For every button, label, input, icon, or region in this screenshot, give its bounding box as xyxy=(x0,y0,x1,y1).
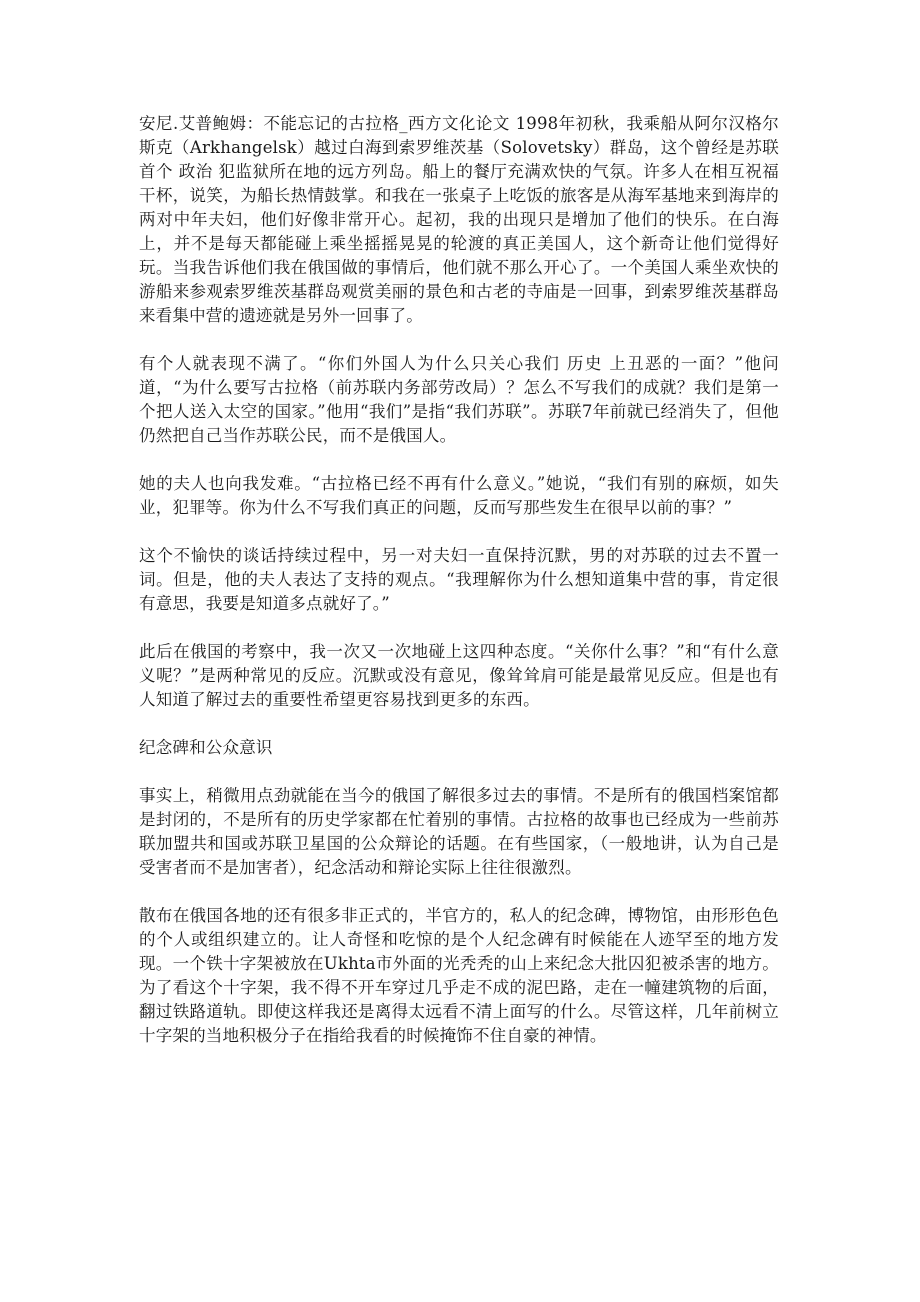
paragraph-archives: 事实上，稍微用点劲就能在当今的俄国了解很多过去的事情。不是所有的俄国档案馆都是封闭的，不是所有的历史学家都在忙着别的事情。古拉格的故事也已经成为一些前苏联加盟共和国或苏联卫星国的公众辩论的话题。在有些国家，（一般地讲，认为自己是受害者而不是加害者），纪念活动和辩论实际上往往很激烈。 xyxy=(139,786,779,877)
paragraph-wife: 她的夫人也向我发难。“古拉格已经不再有什么意义。”她说，“我们有别的麻烦，如失业，犯罪等。你为什么不写我们真正的问题，反而写那些发生在很早以前的事？” xyxy=(139,474,779,517)
section-heading: 纪念碑和公众意识 xyxy=(139,738,273,757)
document-body xyxy=(139,112,779,1072)
paragraph-memorials: 散布在俄国各地的还有很多非正式的，半官方的，私人的纪念碑，博物馆，由形形色色的个人或组织建立的。让人奇怪和吃惊的是个人纪念碑有时候能在人迹罕至的地方发现。一个铁十字架被放在Ukhta市外面的光秃秃的山上来纪念大批囚犯被杀害的地方。为了看这个十字架，我不得不开车穿过几乎走不成的泥巴路，走在一幢建筑物的后面，翻过铁路道轨。即使这样我还是离得太远看不清上面写的什么。尽管这样，几年前树立十字架的当地积极分子在指给我看的时候掩饰不住自豪的神情。 xyxy=(139,906,779,1045)
paragraph-four-attitudes: 此后在俄国的考察中，我一次又一次地碰上这四种态度。“关你什么事？”和“有什么意义呢？”是两种常见的反应。沉默或没有意见，像耸耸肩可能是最常见反应。但是也有人知道了解过去的重要性希望更容易找到更多的东西。 xyxy=(139,642,779,709)
paragraph-intro: 安尼.艾普鲍姆：不能忘记的古拉格_西方文化论文 1998年初秋，我乘船从阿尔汉格尔斯克（Arkhangelsk）越过白海到索罗维茨基（Solovetsky）群岛，这个曾经是苏联首个 政治 犯监狱所在地的远方列岛。船上的餐厅充满欢快的气氛。许多人在相互祝福干杯，说笑，为船长热情鼓掌。和我在一张桌子上吃饭的旅客是从海军基地来到海岸的两对中年夫妇，他们好像非常开心。起初，我的出现只是增加了他们的快乐。在白海上，并不是每天都能碰上乘坐摇摇晃晃的轮渡的真正美国人，这个新奇让他们觉得好玩。当我告诉他们我在俄国做的事情后，他们就不那么开心了。一个美国人乘坐欢快的游船来参观索罗维茨基群岛观赏美丽的景色和古老的寺庙是一回事，到索罗维茨基群岛来看集中营的遗迹就是另外一回事了。 xyxy=(139,114,779,325)
paragraph-silent-couple: 这个不愉快的谈话持续过程中，另一对夫妇一直保持沉默，男的对苏联的过去不置一词。但是，他的夫人表达了支持的观点。“我理解你为什么想知道集中营的事，肯定很有意思，我要是知道多点就好了。” xyxy=(139,546,779,613)
paragraph-complaint: 有个人就表现不满了。“你们外国人为什么只关心我们 历史 上丑恶的一面？”他问道，“为什么要写古拉格（前苏联内务部劳改局）？怎么不写我们的成就？我们是第一个把人送入太空的国家。”他用“我们”是指“我们苏联”。苏联7年前就已经消失了，但他仍然把自己当作苏联公民，而不是俄国人。 xyxy=(139,354,779,445)
